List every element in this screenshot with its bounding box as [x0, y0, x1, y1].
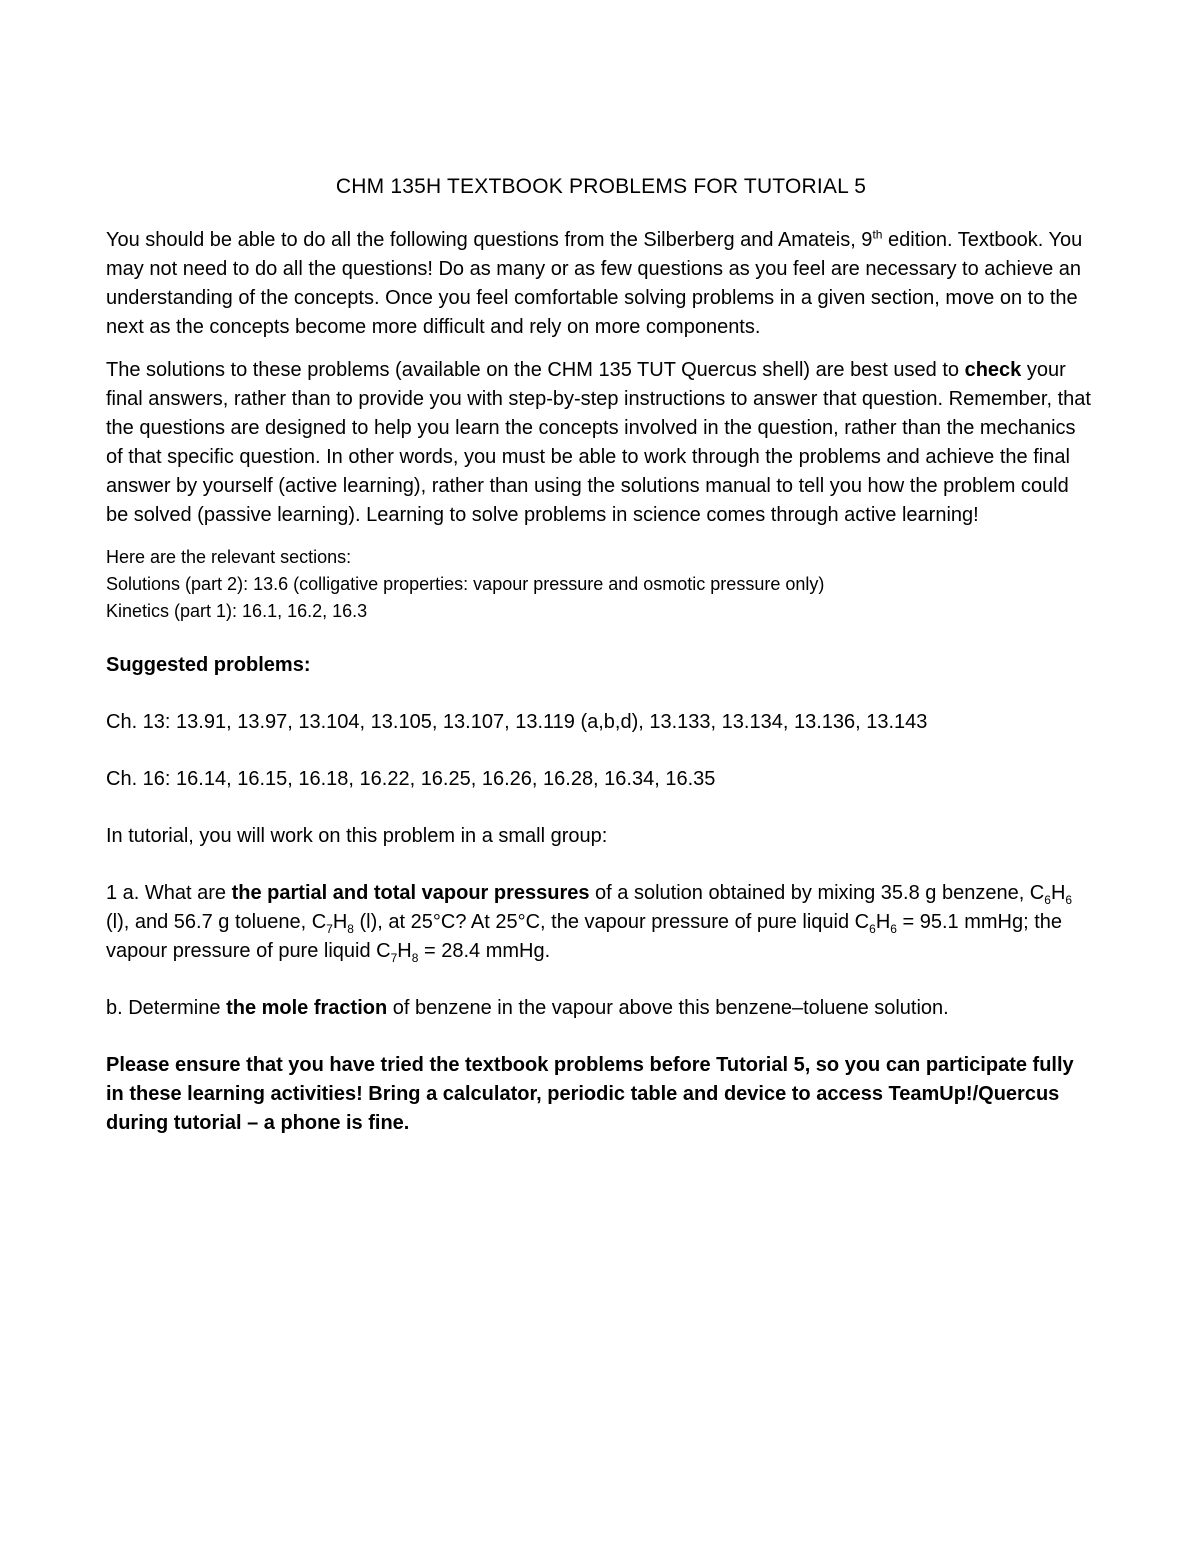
q1a-subscript: 8: [347, 922, 354, 936]
q1a-subscript: 6: [890, 922, 897, 936]
intro-text-2: edition. Textbook. You may not need to do all the questions! Do as many or as few questions as you feel are necessary to achieve an understanding of the concepts. Once you feel comfortable solving problems in a given section, move on to the next as the concepts become more difficult and rely on more components.: [106, 229, 1083, 338]
section-item-solutions: Solutions (part 2): 13.6 (colligative properties: vapour pressure and osmotic pressure only): [106, 574, 825, 594]
q1a-text: H: [1050, 882, 1066, 904]
q1a-subscript: 7: [390, 951, 398, 965]
sections-heading: Here are the relevant sections:: [106, 547, 352, 567]
question-1b: [106, 994, 1096, 1023]
closing-reminder: Please ensure that you have tried the textbook problems before Tutorial 5, so you can participate fully in these learning activities! Bring a calculator, periodic table and device to access TeamUp!/Quercus during tutorial – a phone is fine.: [106, 1054, 1074, 1134]
intro-text-1: You should be able to do all the following questions from the Silberberg and Amateis, 9: [106, 229, 873, 251]
solutions-text-2: your final answers, rather than to provide you with step-by-step instructions to answer that question. Remember, that the questions are designed to help you learn the concepts involved in the question, rather than the mechanics of that specific question. In other words, you must be able to work through the problems and achieve the final answer by yourself (active learning), rather than using the solutions manual to tell you how the problem could be solved (passive learning). Learning to solve problems in science comes through active learning!: [106, 359, 1091, 526]
q1a-subscript: 8: [411, 951, 419, 965]
q1a-subscript: 6: [1044, 893, 1051, 907]
chapter-13-problems: Ch. 13: 13.91, 13.97, 13.104, 13.105, 13.107, 13.119 (a,b,d), 13.133, 13.134, 13.136, 13.143: [106, 711, 928, 733]
section-item-kinetics: Kinetics (part 1): 16.1, 16.2, 16.3: [106, 601, 368, 621]
q1a-text: of a solution obtained by mixing 35.8 g benzene, C: [589, 882, 1045, 904]
q1a-text: (l), and 56.7 g toluene, C: [106, 911, 327, 933]
intro-paragraph: [106, 226, 1096, 342]
q1b-text: b. Determine: [106, 997, 227, 1019]
relevant-sections: [106, 544, 1096, 625]
q1a-text: H: [397, 940, 412, 962]
q1a-text: = 28.4 mmHg.: [418, 940, 551, 962]
tutorial-intro: In tutorial, you will work on this problem in a small group:: [106, 825, 608, 847]
q1a-bold: the partial and total vapour pressures: [231, 882, 590, 904]
solutions-paragraph: [106, 356, 1096, 530]
q1a-subscript: 6: [869, 922, 876, 936]
document-content: [106, 170, 1096, 1138]
q1a-text: = 95.1 mmHg; the vapour pressure of pure liquid C: [106, 911, 1063, 962]
q1a-text: H: [875, 911, 891, 933]
q1a-text: 1 a. What are: [106, 882, 232, 904]
document-title: CHM 135H TEXTBOOK PROBLEMS FOR TUTORIAL 5: [335, 175, 867, 198]
q1a-subscript: 7: [326, 922, 333, 936]
intro-superscript: th: [872, 227, 883, 242]
solutions-bold-check: check: [964, 359, 1022, 381]
chapter-16-problems: Ch. 16: 16.14, 16.15, 16.18, 16.22, 16.25, 16.26, 16.28, 16.34, 16.35: [106, 768, 716, 790]
solutions-text-1: The solutions to these problems (available on the CHM 135 TUT Quercus shell) are best used to: [106, 359, 965, 381]
q1a-text: (l), at 25°C? At 25°C, the vapour pressure of pure liquid C: [353, 911, 870, 933]
q1a-text: H: [332, 911, 348, 933]
q1b-text: of benzene in the vapour above this benzene–toluene solution.: [387, 997, 949, 1019]
q1a-subscript: 6: [1065, 893, 1073, 907]
suggested-problems-heading: Suggested problems:: [106, 654, 311, 676]
q1b-bold: the mole fraction: [226, 997, 388, 1019]
question-1a: [106, 879, 1096, 966]
